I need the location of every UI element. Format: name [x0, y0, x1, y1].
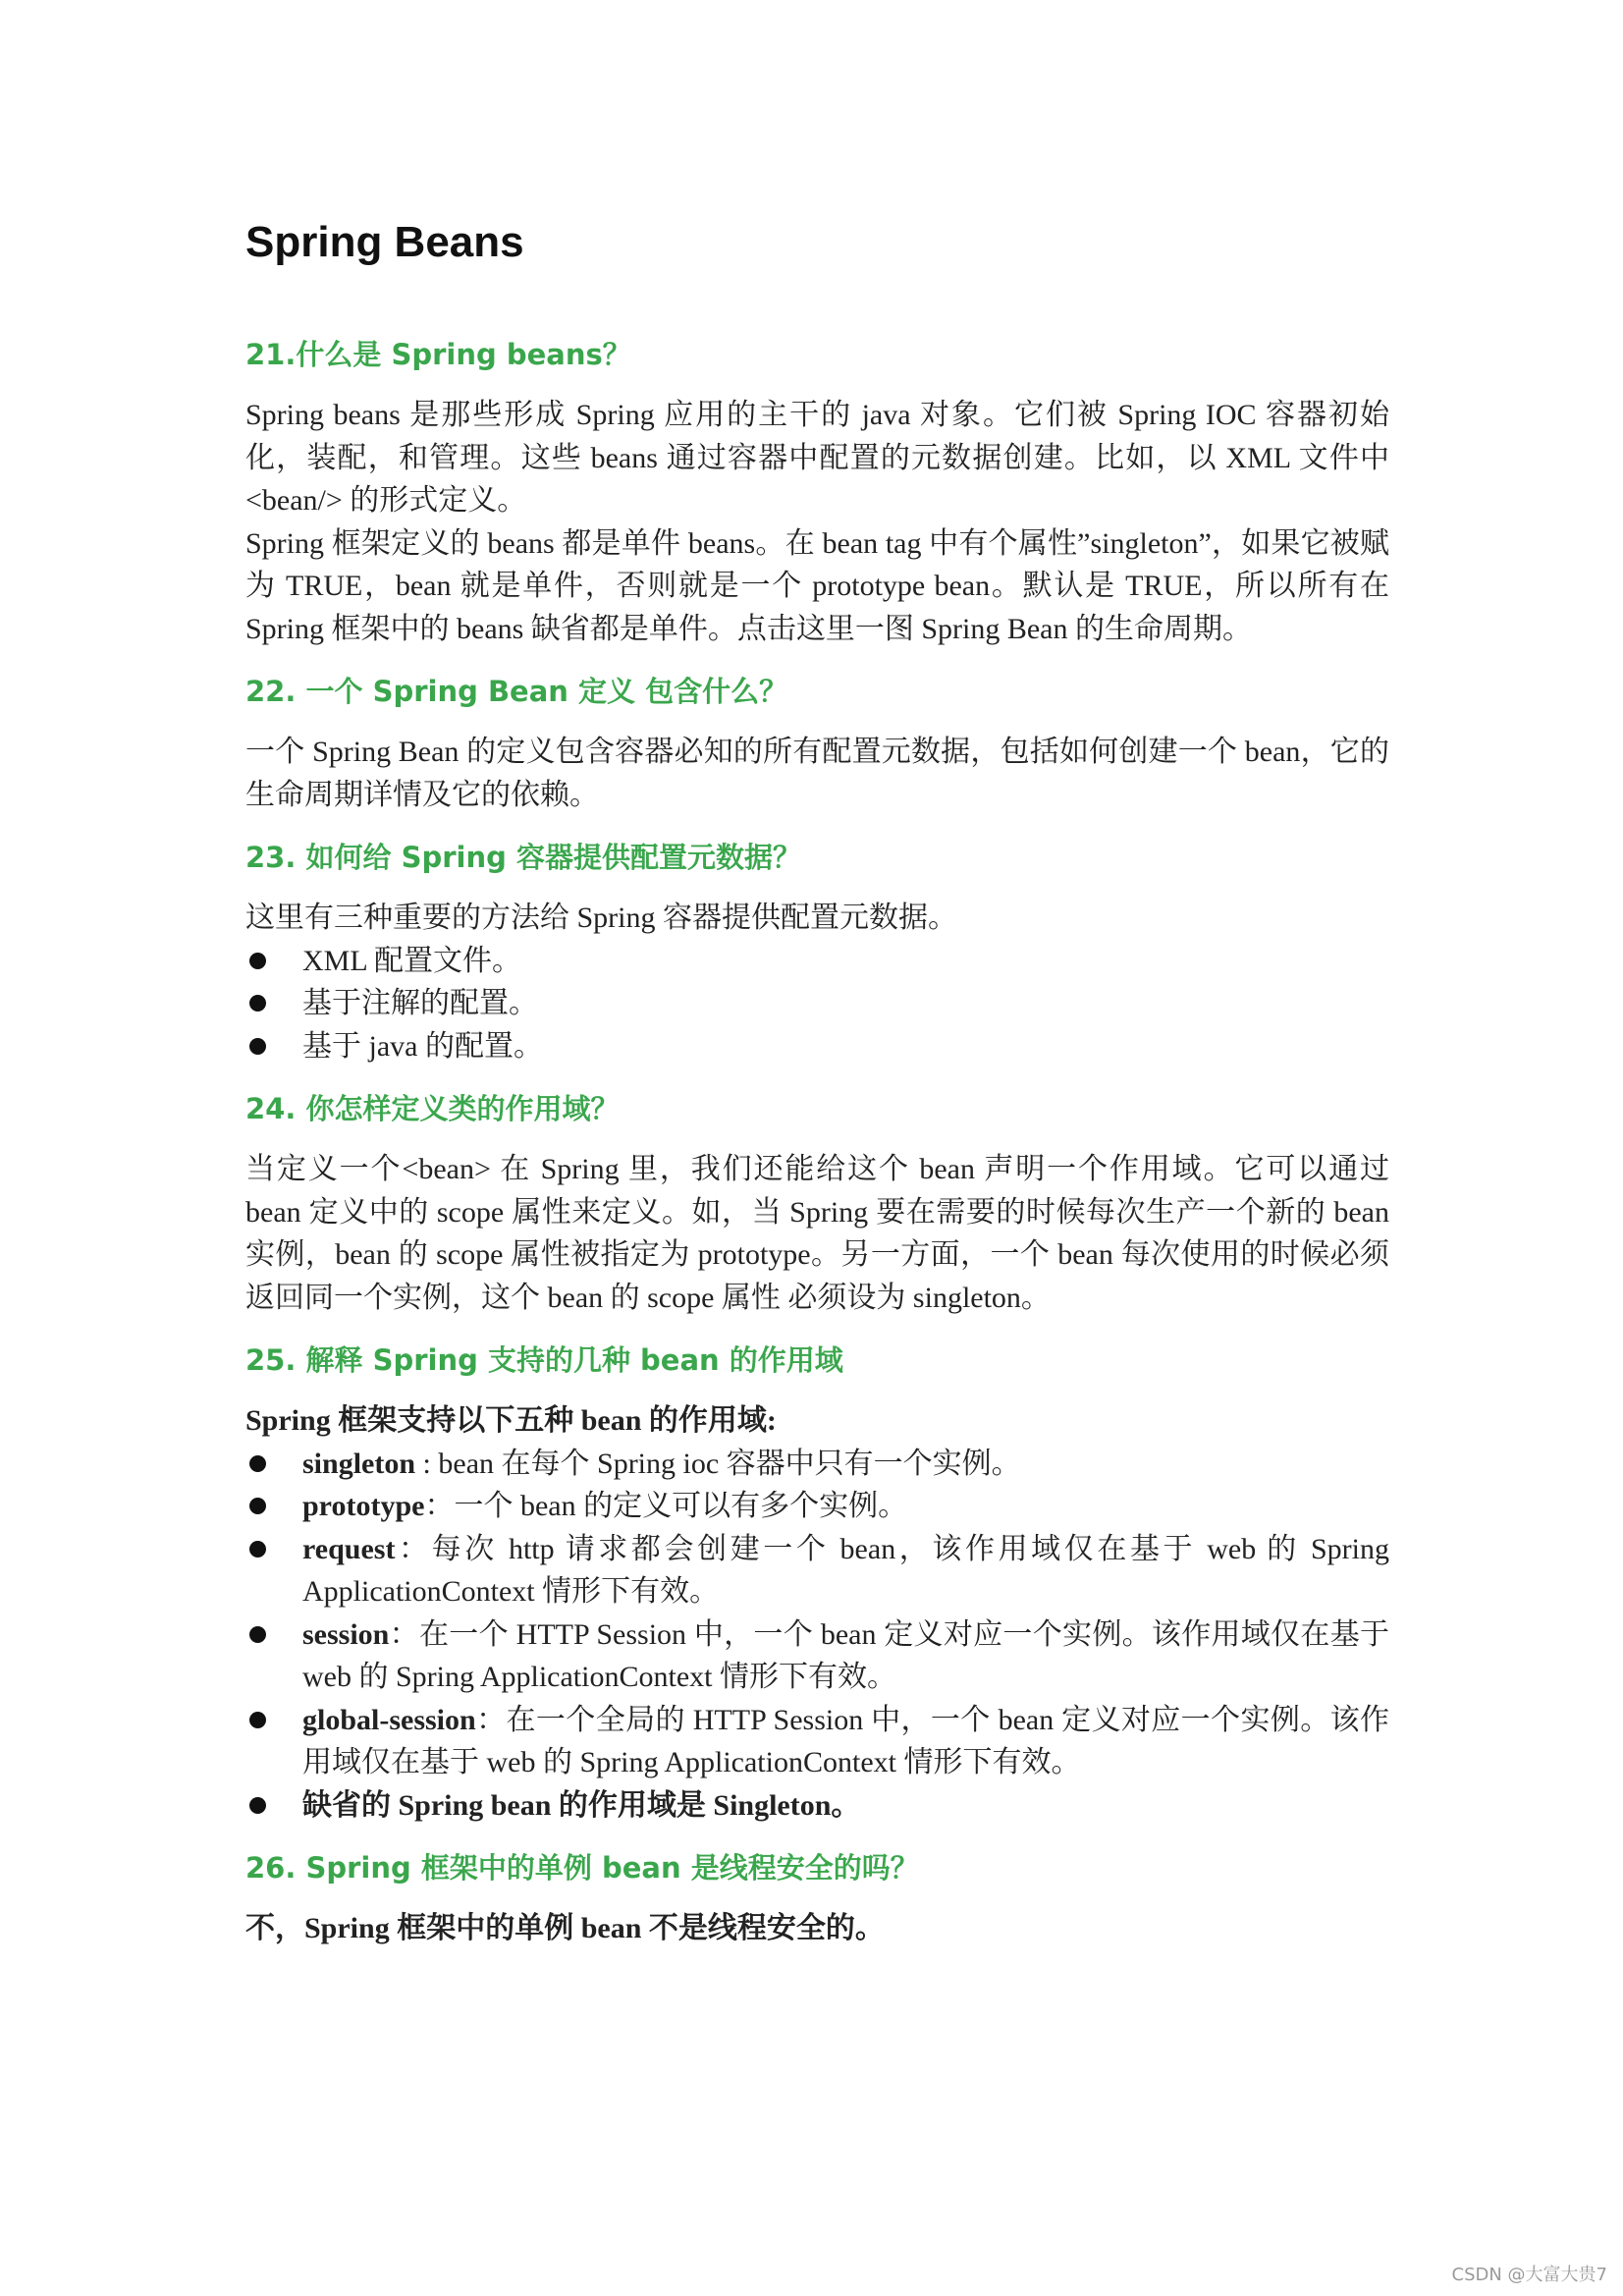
section-heading: 23. 如何给 Spring 容器提供配置元数据？	[245, 841, 801, 874]
paragraph: Spring 框架定义的 beans 都是单件 beans。在 bean tag 中有个属性”singleton”，如果它被赋为 TRUE，bean 就是单件，否则就是一个 prototype bean。默认是 TRUE，所以所有在 Spring 框架中的 beans 缺省都是单件。点击这里一图 Spring Bean 的生命周期。	[245, 526, 1389, 645]
paragraph: 一个 Spring Bean 的定义包含容器必知的所有配置元数据，包括如何创建一个 bean，它的生命周期详情及它的依赖。	[245, 736, 1389, 811]
page-title: Spring Beans	[245, 218, 524, 266]
scope-term: singleton	[302, 1447, 416, 1480]
section-heading: 24. 你怎样定义类的作用域？	[245, 1092, 620, 1125]
bullet-icon	[249, 953, 266, 969]
scope-term: request	[302, 1532, 396, 1565]
scope-description: bean 在每个 Spring ioc 容器中只有一个实例。	[438, 1447, 1021, 1480]
watermark: CSDN @大富大贵7	[1451, 2265, 1607, 2285]
list-item	[245, 1784, 1389, 1828]
paragraph: Spring beans 是那些形成 Spring 应用的主干的 java 对象。它们被 Spring IOC 容器初始化，装配，和管理。这些 beans 通过容器中配置的元数据创建。比如，以 XML 文件中<bean/> 的形式定义。	[245, 399, 1389, 517]
section-21	[245, 333, 1389, 650]
scope-separator: :	[415, 1447, 439, 1480]
bullet-icon	[249, 995, 266, 1011]
list-item	[245, 1613, 1389, 1699]
list-item	[245, 1485, 1389, 1528]
paragraph: 这里有三种重要的方法给 Spring 容器提供配置元数据。	[245, 902, 958, 934]
section-22	[245, 670, 1389, 816]
bullet-icon	[249, 1541, 266, 1558]
scope-term: global-session	[302, 1703, 476, 1736]
answer-text: 不，Spring 框架中的单例 bean 不是线程安全的。	[245, 1912, 885, 1944]
bullet-icon	[249, 1498, 266, 1514]
list-item	[245, 1699, 1389, 1784]
scope-description: 在一个 HTTP Session 中，一个 bean 定义对应一个实例。该作用域仅在基于 web 的 Spring ApplicationContext 情形下有效。	[302, 1617, 1390, 1693]
scope-description: 每次 http 请求都会创建一个 bean，该作用域仅在基于 web 的 Spring ApplicationContext 情形下有效。	[302, 1532, 1390, 1608]
config-method-list	[245, 940, 1389, 1068]
bullet-icon	[249, 1712, 266, 1728]
section-24	[245, 1087, 1389, 1319]
section-heading: 26. Spring 框架中的单例 bean 是线程安全的吗？	[245, 1851, 919, 1885]
scope-description: 一个 bean 的定义可以有多个实例。	[454, 1490, 908, 1522]
list-item	[245, 1443, 1389, 1486]
default-scope-note: 缺省的 Spring bean 的作用域是 Singleton。	[302, 1788, 861, 1822]
list-item-text: 基于注解的配置。	[302, 987, 538, 1019]
scope-term: session	[302, 1617, 390, 1651]
list-item	[245, 1528, 1389, 1613]
list-item	[245, 1025, 1389, 1068]
scope-term: prototype	[302, 1490, 425, 1522]
scope-intro: Spring 框架支持以下五种 bean 的作用域:	[245, 1404, 777, 1437]
list-item	[245, 982, 1389, 1025]
section-23	[245, 836, 1389, 1067]
scope-separator: ：	[424, 1490, 455, 1522]
list-item-text: XML 配置文件。	[302, 944, 522, 977]
scope-separator: ：	[389, 1617, 419, 1651]
section-heading: 21.什么是 Spring beans？	[245, 338, 631, 371]
scope-list	[245, 1443, 1389, 1828]
section-25	[245, 1339, 1389, 1827]
paragraph: 当定义一个<bean> 在 Spring 里，我们还能给这个 bean 声明一个作用域。它可以通过 bean 定义中的 scope 属性来定义。如，当 Spring 要在需要的时候每次生产一个新的 bean 实例，bean 的 scope 属性被指定为 prototype。另一方面，一个 bean 每次使用的时候必须返回同一个实例，这个 bean 的 scope 属性 必须设为 singleton。	[245, 1153, 1389, 1314]
section-26	[245, 1846, 1389, 1950]
document-page	[245, 201, 1389, 1970]
list-item	[245, 940, 1389, 983]
bullet-icon	[249, 1626, 266, 1643]
scope-separator: ：	[475, 1703, 507, 1736]
list-item-text: 基于 java 的配置。	[302, 1029, 543, 1063]
bullet-icon	[249, 1038, 266, 1055]
bullet-icon	[249, 1797, 266, 1814]
bullet-icon	[249, 1455, 266, 1472]
scope-separator: ：	[395, 1532, 432, 1565]
section-heading: 25. 解释 Spring 支持的几种 bean 的作用域	[245, 1343, 843, 1377]
scope-description: 在一个全局的 HTTP Session 中，一个 bean 定义对应一个实例。该作用域仅在基于 web 的 Spring ApplicationContext 情形下有效。	[302, 1703, 1390, 1778]
section-heading: 22. 一个 Spring Bean 定义 包含什么？	[245, 675, 788, 708]
